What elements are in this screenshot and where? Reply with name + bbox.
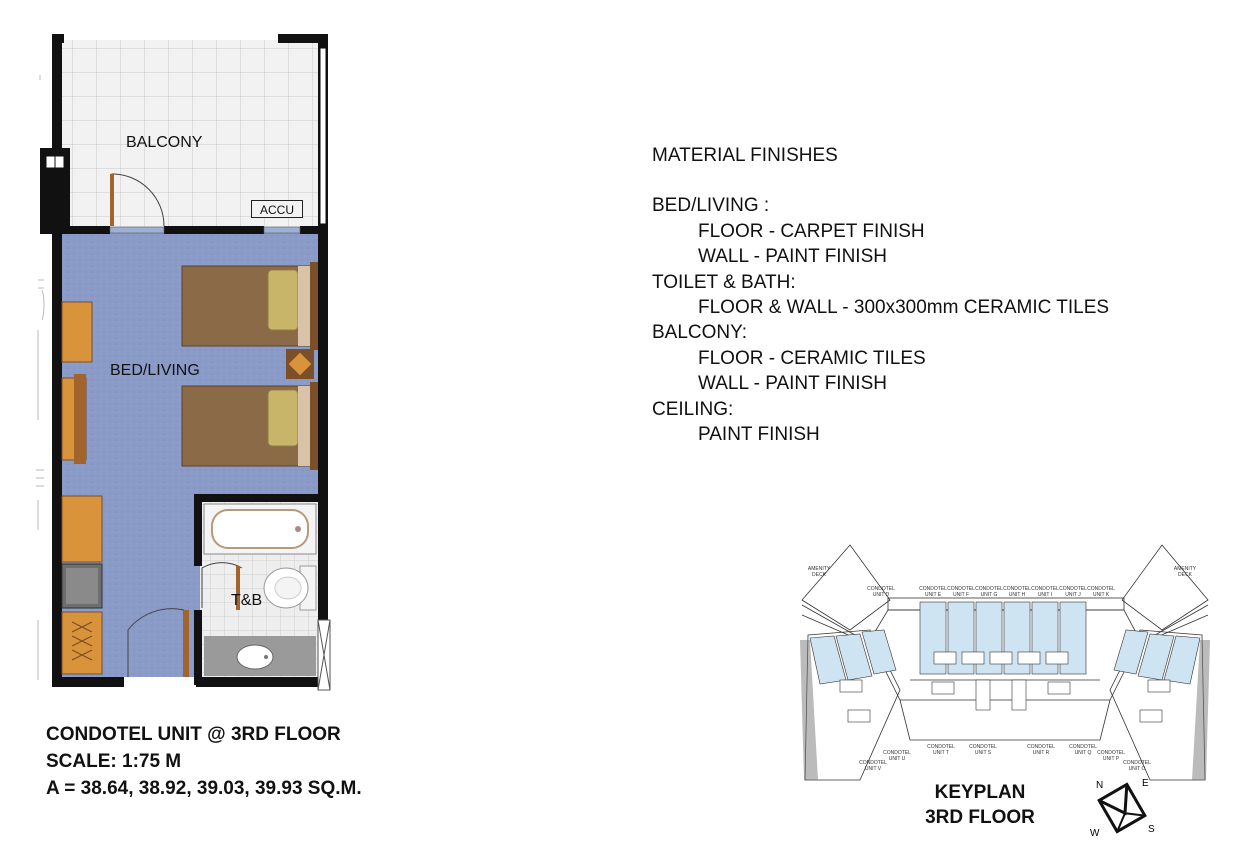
compass-n: N: [1096, 780, 1104, 791]
keyplan-unit-label: CONDOTEL UNIT F: [947, 586, 975, 598]
finishes-title: MATERIAL FINISHES: [652, 145, 838, 166]
keyplan-unit-label: CONDOTEL UNIT R: [1027, 744, 1055, 756]
keyplan-amenity-label: AMENITY DECK: [807, 566, 831, 578]
bathtub: [204, 504, 316, 554]
finishes-item: PAINT FINISH: [698, 424, 820, 446]
keyplan-unit-label: CONDOTEL UNIT K: [1087, 586, 1115, 598]
sink: [204, 636, 316, 676]
keyplan-unit-label: CONDOTEL UNIT T: [927, 744, 955, 756]
material-finishes: [652, 143, 1109, 447]
keyplan-unit-label: CONDOTEL UNIT I: [1031, 586, 1059, 598]
exterior-right: [318, 620, 330, 690]
finishes-heading-toilet-bath: TOILET & BATH:: [652, 271, 796, 293]
plan-title: CONDOTEL UNIT @ 3RD FLOOR: [46, 724, 341, 745]
keyplan-unit-label: CONDOTEL UNIT H: [1003, 586, 1031, 598]
compass-s: S: [1148, 824, 1155, 835]
keyplan-unit-label: CONDOTEL UNIT V: [859, 760, 887, 772]
finishes-item: FLOOR - CERAMIC TILES: [698, 347, 926, 369]
nightstand: [286, 349, 314, 379]
toilet: [264, 566, 316, 610]
balcony-label: BALCONY: [126, 134, 203, 151]
finishes-item: WALL - PAINT FINISH: [698, 246, 887, 268]
tb-label: T&B: [231, 592, 263, 609]
keyplan-diagram: [800, 540, 1210, 790]
keyplan-unit-label: CONDOTEL UNIT U: [883, 750, 911, 762]
accu-label: ACCU: [251, 200, 303, 218]
bed-living-label: BED/LIVING: [110, 362, 200, 379]
bed-lower: [182, 382, 318, 470]
finishes-heading-ceiling: CEILING:: [652, 398, 734, 420]
bed-upper: [182, 262, 318, 350]
finishes-item: FLOOR & WALL - 300x300mm CERAMIC TILES: [698, 297, 1110, 319]
keyplan-unit-label: CONDOTEL UNIT S: [969, 744, 997, 756]
keyplan-unit-label: CONDOTEL UNIT P: [1097, 750, 1125, 762]
keyplan-unit-label: CONDOTEL UNIT E: [919, 586, 947, 598]
finishes-heading-bed-living: BED/LIVING :: [652, 195, 770, 217]
keyplan-unit-label: CONDOTEL UNIT O: [1123, 760, 1151, 772]
keyplan-amenity-label: AMENITY DECK: [1173, 566, 1197, 578]
keyplan-title: KEYPLAN: [934, 782, 1026, 803]
keyplan-unit-label: CONDOTEL UNIT J: [1059, 586, 1087, 598]
plan-area: A = 38.64, 38.92, 39.03, 39.93 SQ.M.: [46, 778, 362, 799]
keyplan-unit-label: CONDOTEL UNIT G: [975, 586, 1003, 598]
finishes-heading-balcony: BALCONY:: [652, 322, 748, 344]
finishes-item: FLOOR - CARPET FINISH: [698, 220, 925, 242]
compass-w: W: [1090, 828, 1100, 839]
plan-scale: SCALE: 1:75 M: [46, 751, 182, 772]
compass-rose-icon: [1086, 776, 1158, 840]
keyplan-floor: 3RD FLOOR: [925, 807, 1035, 828]
keyplan-unit-label: CONDOTEL UNIT Q: [1069, 744, 1097, 756]
finishes-item: WALL - PAINT FINISH: [698, 373, 887, 395]
keyplan-unit-label: CONDOTEL UNIT D: [867, 586, 895, 598]
compass-e: E: [1142, 778, 1149, 789]
